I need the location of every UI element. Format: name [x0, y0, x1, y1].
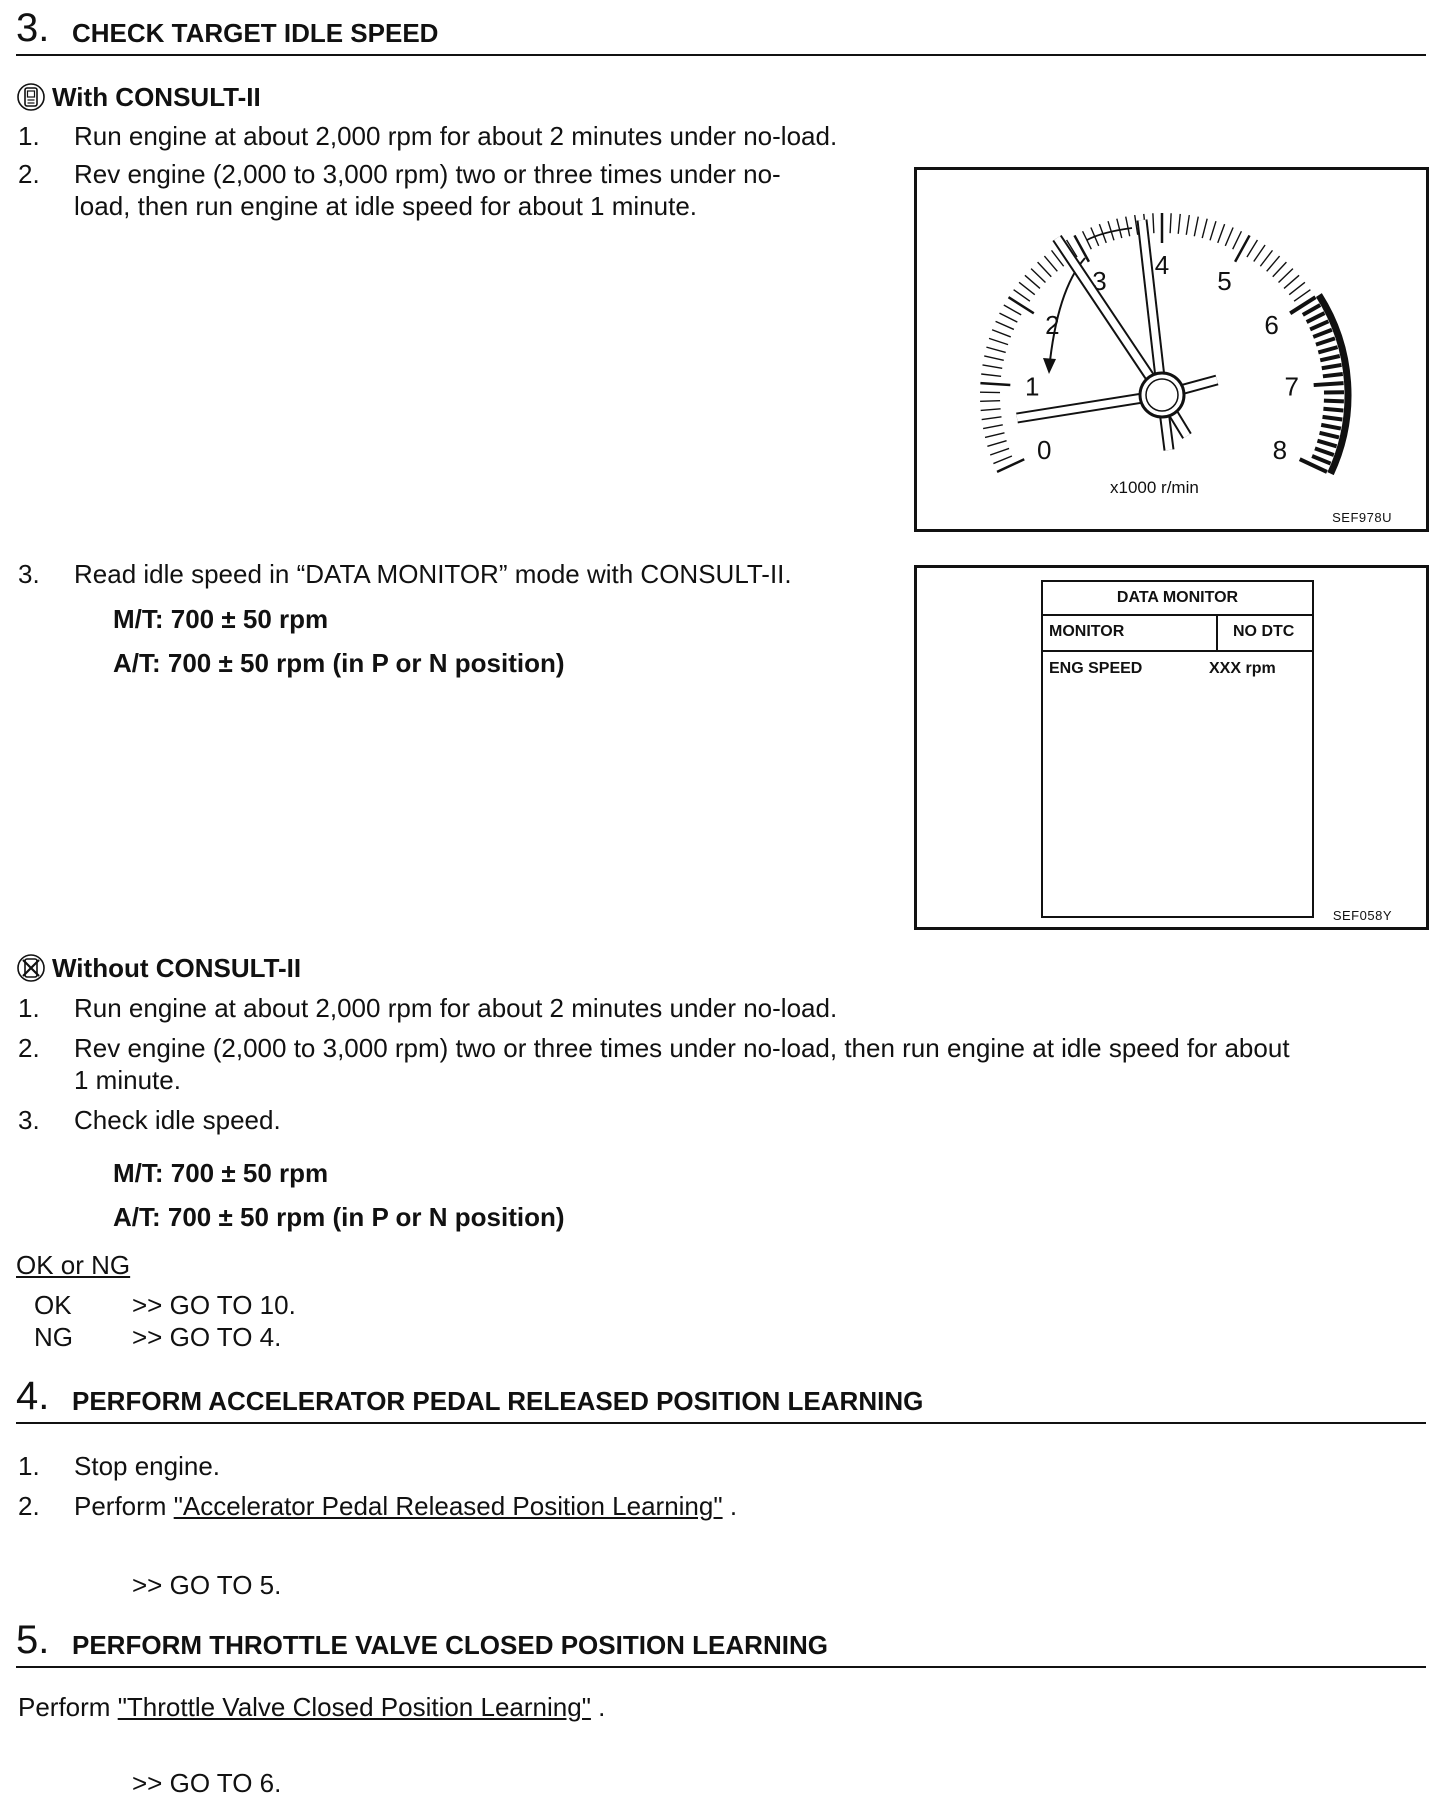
item-text: Run engine at about 2,000 rpm for about 2 minutes under no-load.	[74, 993, 838, 1023]
item-number: 3.	[18, 1105, 40, 1135]
ng-label: NG	[34, 1322, 73, 1352]
gauge-tick	[1225, 227, 1233, 245]
gauge-tick	[980, 401, 1000, 402]
step-5-instruction	[18, 1692, 605, 1722]
gauge-tick-label: 5	[1217, 266, 1232, 297]
gauge-tick	[992, 330, 1011, 337]
heading-text: With CONSULT-II	[52, 82, 261, 112]
ok-label: OK	[34, 1290, 72, 1320]
gauge-tick	[1044, 256, 1057, 271]
step-number: 4.	[16, 1374, 50, 1418]
figure-code: SEF978U	[1332, 510, 1392, 525]
gauge-tick	[985, 433, 1004, 438]
gauge-tick	[987, 441, 1006, 447]
gauge-tick-label: 6	[1264, 310, 1279, 341]
item-number: 1.	[18, 993, 40, 1023]
consult-icon	[16, 82, 46, 112]
figure-code: SEF058Y	[1332, 908, 1392, 923]
gauge-tick	[1323, 374, 1343, 376]
gauge-tick	[1313, 330, 1332, 337]
perform-text: Perform	[74, 1491, 174, 1521]
gauge-tick	[1210, 221, 1216, 240]
gauge-tick	[1014, 290, 1030, 302]
item-number: 1.	[18, 1451, 40, 1481]
gauge-tick	[1320, 433, 1339, 438]
gauge-tick-label: 2	[1045, 310, 1060, 341]
gauge-tick	[1315, 448, 1334, 455]
step-number: 3.	[16, 6, 50, 50]
step-3-header	[16, 8, 1426, 56]
gauge-tick	[1267, 256, 1280, 271]
gauge-tick	[996, 321, 1014, 329]
gauge-tick	[1260, 250, 1272, 266]
item-number: 2.	[18, 1491, 40, 1521]
gauge-tick	[1323, 417, 1343, 420]
suffix-text: .	[722, 1491, 738, 1521]
gauge-tick	[1284, 275, 1299, 288]
step-title: CHECK TARGET IDLE SPEED	[72, 18, 439, 48]
item-text: load, then run engine at idle speed for about 1 minute.	[74, 191, 697, 221]
gauge-tick	[999, 313, 1017, 322]
gauge-tick	[1289, 282, 1305, 294]
no-dtc-label: NO DTC	[1233, 623, 1295, 640]
step-5-header	[16, 1620, 1426, 1668]
needle-hub-inner	[1146, 379, 1178, 411]
data-monitor-figure	[914, 565, 1429, 930]
eng-speed-value: XXX rpm	[1209, 660, 1276, 677]
accelerator-learning-link[interactable]: "Accelerator Pedal Released Position Learning"	[173, 1491, 723, 1521]
gauge-tick	[1317, 441, 1336, 447]
gauge-tick	[1254, 245, 1265, 261]
ok-ng-label: OK or NG	[16, 1250, 131, 1280]
gauge-tick	[1294, 290, 1310, 302]
throttle-learning-link[interactable]: "Throttle Valve Closed Position Learning"	[117, 1692, 591, 1722]
eng-speed-label: ENG SPEED	[1049, 660, 1143, 677]
spec-mt: M/T: 700 ± 50 rpm	[113, 604, 329, 634]
gauge-tick	[1316, 338, 1335, 344]
gauge-tick	[1202, 219, 1207, 238]
gauge-tick	[1314, 383, 1344, 385]
gauge-tick	[981, 374, 1001, 376]
gauge-tick-label: 0	[1036, 434, 1052, 465]
item-text: 1 minute.	[74, 1065, 181, 1095]
go-to-5-link[interactable]: >> GO TO 5.	[132, 1570, 282, 1600]
go-to-6-link[interactable]: >> GO TO 6.	[132, 1768, 282, 1798]
go-to-10-link[interactable]: >> GO TO 10.	[132, 1290, 296, 1320]
with-consult-heading	[16, 82, 261, 112]
item-text: Run engine at about 2,000 rpm for about 2 minutes under no-load.	[74, 121, 838, 151]
gauge-tick	[1083, 231, 1092, 249]
gauge-tick	[1126, 217, 1130, 237]
gauge-tick	[989, 338, 1008, 344]
gauge-tick	[1322, 365, 1342, 368]
item-text: Read idle speed in “DATA MONITOR” mode with CONSULT-II.	[74, 559, 792, 589]
gauge-tick-label: 7	[1284, 371, 1299, 402]
spec-at: A/T: 700 ± 50 rpm (in P or N position)	[113, 1202, 565, 1232]
gauge-tick	[1320, 356, 1340, 360]
item-text: Stop engine.	[74, 1451, 221, 1481]
gauge-tick	[990, 448, 1009, 455]
gauge-tick-label: 4	[1154, 250, 1170, 280]
gauge-tick-label: 8	[1272, 434, 1288, 465]
item-number: 3.	[18, 559, 40, 589]
item-number: 1.	[18, 121, 40, 151]
gauge-tick	[1009, 297, 1034, 313]
item-number: 2.	[18, 159, 40, 189]
gauge-tick	[1186, 215, 1189, 235]
gauge-tick	[1247, 240, 1257, 257]
step-number: 5.	[16, 1618, 50, 1662]
perform-text: Perform	[18, 1692, 118, 1722]
gauge-tick	[1019, 282, 1035, 294]
unit-label: x1000 r/min	[1110, 478, 1199, 497]
gauge-tick	[1117, 219, 1122, 238]
gauge-tick	[984, 356, 1004, 360]
gauge-tick	[980, 383, 1010, 385]
suffix-text: .	[590, 1692, 606, 1722]
spec-mt: M/T: 700 ± 50 rpm	[113, 1158, 329, 1188]
gauge-tick-label: 3	[1092, 266, 1107, 297]
item-text: Rev engine (2,000 to 3,000 rpm) two or three times under no-load, then run engine at idle speed for about	[74, 1033, 1290, 1063]
item-text: Check idle speed.	[74, 1105, 281, 1135]
gauge-tick	[1233, 231, 1242, 249]
data-monitor-title: DATA MONITOR	[1043, 582, 1312, 616]
item-text: Rev engine (2,000 to 3,000 rpm) two or three times under no-	[74, 159, 781, 189]
go-to-4-link[interactable]: >> GO TO 4.	[132, 1322, 282, 1352]
gauge-tick	[1273, 262, 1287, 277]
tachometer-gauge	[917, 170, 1426, 529]
gauge-tick	[1038, 262, 1052, 277]
gauge-tick	[986, 347, 1005, 352]
no-consult-icon	[16, 953, 46, 983]
tachometer-figure	[914, 167, 1429, 532]
monitor-label: MONITOR	[1049, 623, 1125, 640]
gauge-tick	[983, 425, 1003, 429]
gauge-tick	[982, 417, 1002, 420]
gauge-tick	[1310, 321, 1328, 329]
step-title: PERFORM ACCELERATOR PEDAL RELEASED POSITION LEARNING	[72, 1386, 924, 1416]
item-text	[74, 1490, 737, 1522]
arrow-head	[1043, 358, 1056, 374]
spec-at: A/T: 700 ± 50 rpm (in P or N position)	[113, 648, 565, 678]
gauge-tick	[1279, 269, 1293, 283]
gauge-tick	[1312, 456, 1331, 464]
gauge-tick	[1318, 347, 1337, 352]
gauge-tick	[982, 365, 1002, 368]
gauge-tick	[1025, 275, 1040, 288]
gauge-tick	[1178, 214, 1180, 234]
gauge-tick	[1303, 305, 1320, 315]
gauge-tick	[981, 409, 1001, 411]
data-monitor-screen	[1041, 580, 1314, 918]
gauge-tick	[1170, 213, 1171, 233]
item-number: 2.	[18, 1033, 40, 1063]
data-monitor-header-row	[1043, 614, 1312, 652]
gauge-tick	[1324, 401, 1344, 402]
gauge-tick	[1194, 217, 1198, 237]
gauge-tick	[1321, 425, 1341, 429]
gauge-tick	[1218, 224, 1225, 243]
step-title: PERFORM THROTTLE VALVE CLOSED POSITION LEARNING	[72, 1630, 828, 1660]
gauge-tick	[1307, 313, 1325, 322]
gauge-tick	[1004, 305, 1021, 315]
without-consult-heading	[16, 953, 301, 983]
gauge-tick	[1031, 269, 1045, 283]
step-4-header	[16, 1376, 1426, 1424]
gauge-tick	[993, 456, 1012, 464]
gauge-tick	[1323, 409, 1343, 411]
column-divider	[1216, 614, 1218, 650]
gauge-tick	[1153, 213, 1154, 233]
gauge-tick-label: 1	[1025, 371, 1040, 402]
heading-text: Without CONSULT-II	[52, 953, 302, 983]
